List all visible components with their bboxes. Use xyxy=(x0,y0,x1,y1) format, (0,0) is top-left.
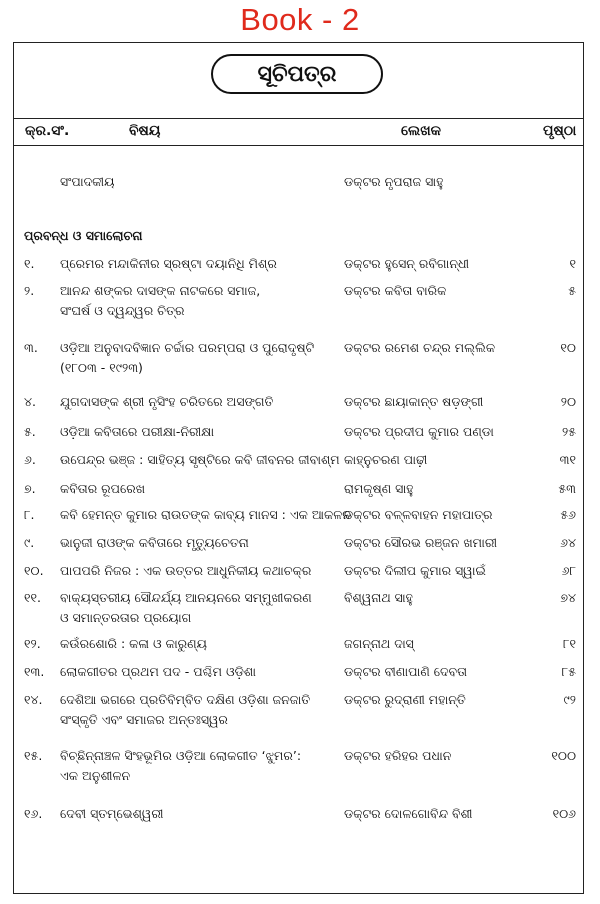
entry-author: ଡକ୍ଟର ରୁଦ୍ରାଣୀ ମହାନ୍ତି xyxy=(344,692,466,707)
entry-author: ଡକ୍ଟର ହରିହର ପଧାନ xyxy=(344,748,452,763)
entry-page: ୧୦ xyxy=(560,340,576,355)
entry-page: ୨୦ xyxy=(560,394,576,409)
entry-author: ରାମକୃଷ୍ଣ ସାହୁ xyxy=(344,481,414,496)
entry-author: ଡକ୍ଟର ହୁସେନ୍ ରବିଗାନ୍ଧୀ xyxy=(344,256,470,271)
entry-author: ଡକ୍ଟର ଦୋଳଗୋବିନ୍ଦ ବିଶୀ xyxy=(344,806,473,821)
entry-number: ୧୦. xyxy=(24,563,44,578)
section-heading: ପ୍ରବନ୍ଧ ଓ ସମାଲୋଚନା xyxy=(24,228,143,243)
entry-number: ୧୫. xyxy=(24,748,43,763)
entry-page: ୯୨ xyxy=(563,692,576,707)
column-header-number: କ୍ର.ସଂ. xyxy=(25,123,70,139)
entry-number: ୬. xyxy=(24,452,36,467)
entry-number: ୩. xyxy=(24,340,38,355)
entry-author: ଡକ୍ଟର ରମେଶ ଚନ୍ଦ୍ର ମଲ୍ଲିକ xyxy=(344,340,496,355)
entry-number: ୧୬. xyxy=(24,806,43,821)
entry-author: ଡକ୍ଟର ଛାୟାକାନ୍ତ ଷଡ଼ଙ୍ଗୀ xyxy=(344,394,484,409)
entry-page: ୨୫ xyxy=(561,424,576,439)
entry-title: ଓଡ଼ିଆ କବିତାରେ ପରୀକ୍ଷା-ନିରୀକ୍ଷା xyxy=(60,424,215,439)
entry-number: ୪. xyxy=(24,394,36,409)
entry-author: ଡକ୍ଟର ବୀଣାପାଣି ଦେବତା xyxy=(344,664,468,679)
entry-author: ଡକ୍ଟର ସୌରଭ ରଞ୍ଜନ ଖମାରୀ xyxy=(344,535,498,550)
entry-title-continued: (୧୮୦୩ - ୧୯୨୩) xyxy=(60,360,143,375)
column-header-row xyxy=(13,118,584,146)
entry-title: ଦେବୀ ସ୍ତମ୍ଭେଶ୍ୱରୀ xyxy=(60,806,164,821)
entry-page: ୧୦୬ xyxy=(552,806,576,821)
entry-page: ୮୫ xyxy=(561,664,576,679)
entry-title: ଭାନୁଜୀ ରାଓଙ୍କ କବିତାରେ ମୃତ୍ୟୁଚେତନା xyxy=(60,535,249,550)
entry-page: ୫ xyxy=(568,283,576,298)
entry-page: ୧୦୦ xyxy=(551,748,576,763)
entry-title: ଆନନ୍ଦ ଶଙ୍କର ଦାସଙ୍କ ନାଟକରେ ସମାଜ, xyxy=(60,283,261,298)
entry-title: ଓଡ଼ିଆ ଅନୁବାଦବିଜ୍ଞାନ ଚର୍ଚ୍ଚାର ପରମ୍ପରା ଓ ପୁରୋଦୃଷ୍ଟି xyxy=(60,340,315,355)
entry-page: ୭୪ xyxy=(560,590,576,605)
entry-page: ୫୬ xyxy=(560,507,576,522)
entry-number: ୯. xyxy=(24,535,35,550)
entry-page: ୫୩ xyxy=(558,481,576,496)
entry-title: କବିତାର ରୂପରେଖ xyxy=(60,481,146,496)
entry-title-continued: ସଂଘର୍ଷ ଓ ଦ୍ୱନ୍ଦ୍ୱର ଚିତ୍ର xyxy=(60,303,185,318)
entry-title-continued: ସଂସ୍କୃତି ଏବଂ ସମାଜର ଅନ୍ତଃସ୍ୱର xyxy=(60,712,228,727)
column-header-author: ଲେଖକ xyxy=(401,123,442,139)
entry-page: ୩୧ xyxy=(559,452,576,467)
page-title: ସୂଚିପତ୍ର xyxy=(211,54,383,94)
entry-title: କବି ହେମନ୍ତ କୁମାର ରାଉତଙ୍କ କାବ୍ୟ ମାନସ : ଏକ ଆକଳନ xyxy=(60,507,351,522)
entry-title: ଲୋକଗୀତର ପ୍ରଥମ ପଦ - ପଶ୍ଚିମ ଓଡ଼ିଶା xyxy=(60,664,257,679)
entry-title: ବାକ୍ୟସ୍ତରୀୟ ସୌନ୍ଦର୍ଯ୍ୟ ଆନୟନରେ ସମ୍ମୁଖୀକରଣ xyxy=(60,590,312,605)
entry-title: ବିଚ୍ଛିନ୍ନାଞ୍ଚଳ ସିଂହଭୂମିର ଓଡ଼ିଆ ଲୋକଗୀତ ‘ଝୁମର’: xyxy=(60,748,302,763)
editorial-author: ଡକ୍ଟର ନୃପରାଜ ସାହୁ xyxy=(344,174,444,189)
entry-author: ଡକ୍ଟର କବିତା ବାରିକ xyxy=(344,283,447,298)
entry-title: ଦେଶିଆ ଭଗରେ ପ୍ରତିବିମ୍ବିତ ଦକ୍ଷିଣ ଓଡ଼ିଶା ଜନଜାତି xyxy=(60,692,311,707)
book-label: Book - 2 xyxy=(240,2,360,37)
entry-author: ଡକ୍ଟର ବଳ୍ଳବାହନ ମହାପାତ୍ର xyxy=(344,507,493,522)
entry-number: ୮. xyxy=(24,507,35,522)
editorial-title: ସଂପାଦକୀୟ xyxy=(60,174,115,189)
entry-number: ୧୪. xyxy=(24,692,43,707)
entry-author: ଡକ୍ଟର ପ୍ରଦୀପ କୁମାର ପଣ୍ଡା xyxy=(344,424,494,439)
entry-title: ଯୁଗଦାସଙ୍କ ଶ୍ରୀ ନୃସିଂହ ଚରିତରେ ଅସଙ୍ଗତି xyxy=(60,394,274,409)
entry-number: ୧୧. xyxy=(24,590,41,605)
entry-number: ୫. xyxy=(24,424,36,439)
entry-title-continued: ଓ ସମାନ୍ତରତାର ପ୍ରୟୋଗ xyxy=(60,610,192,625)
entry-title: ଉପେନ୍ଦ୍ର ଭଞ୍ଜ : ସାହିତ୍ୟ ସୃଷ୍ଟିରେ କବି ଜୀବନର ଜୀବାଶ୍ମ xyxy=(60,452,340,467)
entry-title: ପ୍ରେମର ମନ୍ଦାକିନୀର ସ୍ରଷ୍ଟା ଦୟାନିଧି ମିଶ୍ର xyxy=(60,256,277,271)
entry-author: ବିଶ୍ୱନାଥ ସାହୁ xyxy=(344,590,413,605)
entry-number: ୧୩. xyxy=(24,664,45,679)
column-header-page: ପୃଷ୍ଠା xyxy=(543,123,577,139)
entry-page: ୬୪ xyxy=(560,535,576,550)
column-header-subject: ବିଷୟ xyxy=(129,123,161,139)
entry-number: ୨. xyxy=(24,283,35,298)
entry-title: କଉଁରଶୋରି : କଳା ଓ କାରୁଣ୍ୟ xyxy=(60,636,207,651)
entry-author: ଜଗନ୍ନାଥ ଦାସ୍ xyxy=(344,636,414,651)
entry-title: ପାପପରି ନିଜର : ଏକ ଉତ୍ତର ଆଧୁନିକୀୟ କଥାଚକ୍ର xyxy=(60,563,312,578)
entry-number: ୭. xyxy=(24,481,36,496)
entry-page: ୬୮ xyxy=(561,563,576,578)
entry-author: ଡକ୍ଟର ଦିଲୀପ କୁମାର ସ୍ୱାଇଁ xyxy=(344,563,486,578)
entry-page: ୧ xyxy=(569,256,576,271)
entry-page: ୮୧ xyxy=(562,636,576,651)
entry-number: ୧. xyxy=(24,256,35,271)
entry-title-continued: ଏକ ଅନୁଶୀଳନ xyxy=(60,768,131,783)
entry-author: କାହ୍ନୁଚରଣ ପାଢ଼ୀ xyxy=(344,452,428,467)
entry-number: ୧୨. xyxy=(24,636,41,651)
